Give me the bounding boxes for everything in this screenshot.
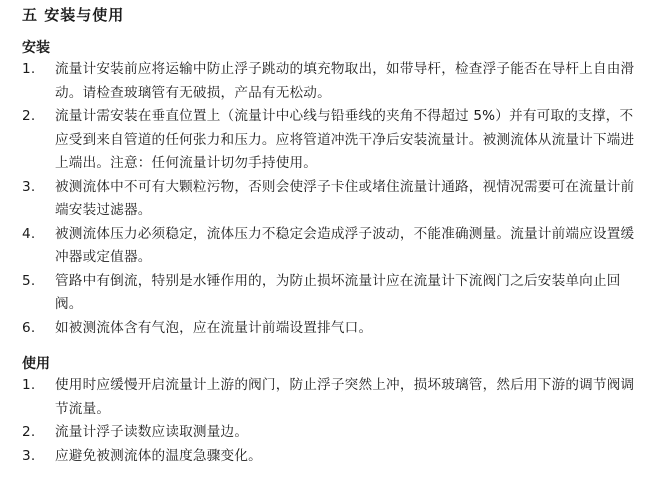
install-list — [0, 58, 635, 340]
item-number: 1. — [22, 61, 36, 77]
list-item — [0, 421, 635, 445]
item-text: 被测流体中不可有大颗粒污物，否则会使浮子卡住或堵住流量计通路，视情况需要可在流量计前端安装过滤器。 — [55, 178, 635, 218]
item-number: 2. — [22, 108, 36, 124]
item-number: 3. — [22, 178, 36, 195]
section-title: 五 安装与使用 — [22, 6, 125, 24]
list-item — [0, 317, 635, 341]
list-item — [0, 270, 635, 317]
list-item — [0, 445, 635, 469]
list-item — [0, 176, 635, 223]
install-heading: 安装 — [22, 40, 50, 56]
list-item — [0, 374, 635, 421]
list-item — [0, 58, 635, 105]
list-item — [0, 223, 635, 270]
item-text: 应避免被测流体的温度急骤变化。 — [55, 447, 262, 464]
usage-list — [0, 374, 635, 468]
usage-heading: 使用 — [22, 356, 50, 372]
item-text: 如被测流体含有气泡，应在流量计前端设置排气口。 — [55, 319, 373, 336]
item-text: 流量计安装前应将运输中防止浮子跳动的填充物取出，如带导杆，检查浮子能否在导杆上自由滑动。请检查玻璃管有无破损，产品有无松动。 — [55, 61, 635, 101]
item-number: 5. — [22, 272, 36, 289]
item-number: 3. — [22, 447, 36, 464]
item-text: 使用时应缓慢开启流量计上游的阀门，防止浮子突然上冲，损坏玻璃管，然后用下游的调节阀调节流量。 — [55, 377, 635, 417]
item-text: 流量计浮子读数应读取测量边。 — [55, 424, 249, 440]
item-number: 1. — [22, 377, 36, 393]
item-text: 流量计需安装在垂直位置上（流量计中心线与铅垂线的夹角不得超过 5%）并有可取的支撑，不应受到来自管道的任何张力和压力。应将管道冲洗干净后安装流量计。被测流体从流量计下端进上端出。注意：任何流量计切勿手持使用。 — [55, 108, 635, 171]
item-text: 管路中有倒流，特别是水锤作用的，为防止损坏流量计应在流量计下流阀门之后安装单向止回阀。 — [55, 272, 621, 312]
list-item — [0, 105, 635, 176]
item-number: 6. — [22, 319, 36, 336]
item-text: 被测流体压力必须稳定，流体压力不稳定会造成浮子波动，不能准确测量。流量计前端应设置缓冲器或定值器。 — [55, 225, 635, 265]
item-number: 2. — [22, 424, 36, 440]
item-number: 4. — [22, 225, 36, 242]
